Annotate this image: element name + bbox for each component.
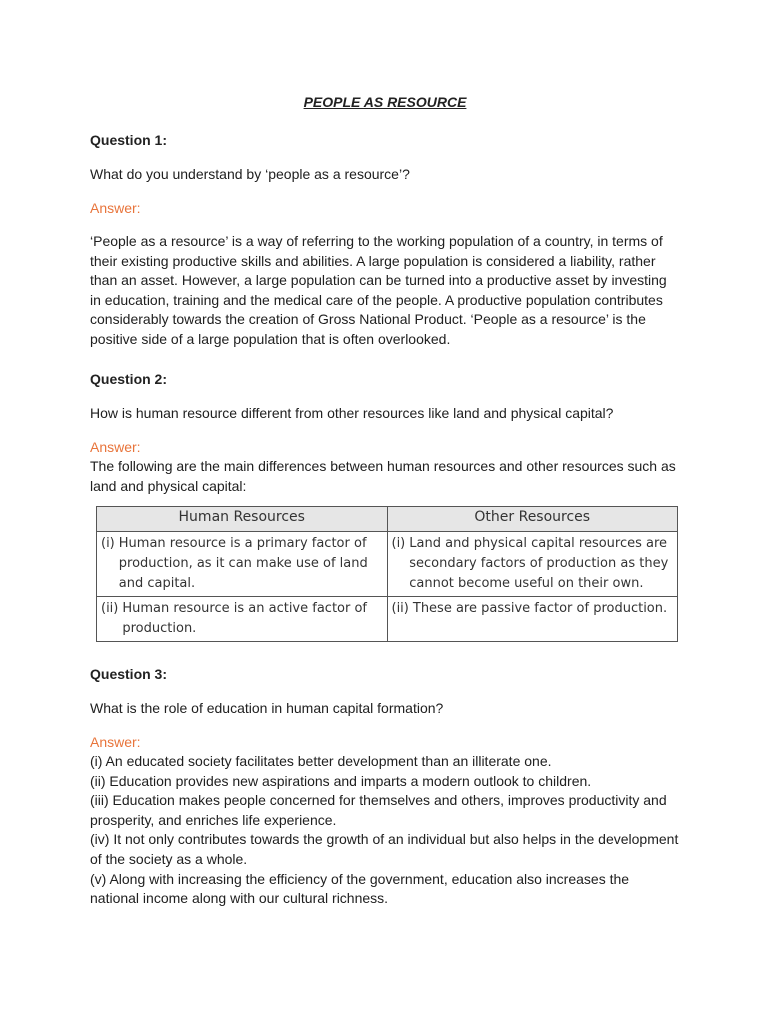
list-item: (i) An educated society facilitates better development than an illiterate one.: [90, 753, 552, 769]
page-title: PEOPLE AS RESOURCE: [303, 94, 467, 110]
question-1-text: What do you understand by ‘people as a resource’?: [90, 166, 410, 182]
table-cell: [97, 597, 388, 642]
answer-3-list: [90, 752, 680, 909]
question-3-heading: Question 3:: [90, 666, 168, 682]
row-number: (ii): [391, 601, 409, 616]
list-item: (v) Along with increasing the efficiency of the government, education also increases the national income along with our cultural richness.: [90, 870, 630, 907]
question-3-text: What is the role of education in human capital formation?: [90, 700, 444, 716]
row-number: (i): [101, 536, 115, 551]
comparison-table: [96, 506, 678, 642]
question-2-heading: Question 2:: [90, 371, 168, 387]
answer-3-label: Answer:: [90, 734, 141, 750]
row-number: (i): [391, 536, 406, 551]
cell-text: Land and physical capital resources are secondary factors of production as they cannot become useful on their own.: [409, 536, 669, 591]
table-cell: [97, 532, 388, 597]
list-item: (iv) It not only contributes towards the growth of an individual but also helps in the development of the society as a whole.: [90, 831, 679, 867]
answer-1-label: Answer:: [90, 200, 141, 216]
table-header-other: Other Resources: [387, 507, 678, 532]
cell-text: Human resource is a primary factor of production, as it can make use of land and capital.: [118, 536, 368, 591]
answer-1-text: ‘People as a resource’ is a way of referring to the working population of a country, in terms of their existing productive skills and abilities. A large population is considered a liability, rather than an asset. However, a large population can be turned into a productive asset by investing in education, training and the medical care of the people. A productive population contributes considerably towards the creation of Gross National Product. ‘People as a resource’ is the positive side of a large population that is often overlooked.: [90, 233, 667, 347]
row-number: (ii): [101, 601, 119, 616]
question-2-text: How is human resource different from other resources like land and physical capital?: [90, 405, 614, 421]
table-header-human: Human Resources: [97, 507, 388, 532]
table-cell: [387, 532, 678, 597]
answer-2-label: Answer:: [90, 439, 141, 455]
table-header-row: [97, 507, 678, 532]
table-row: [97, 532, 678, 597]
list-item: (ii) Education provides new aspirations and imparts a modern outlook to children.: [90, 772, 592, 789]
question-1-heading: Question 1:: [90, 132, 168, 148]
cell-text: These are passive factor of production.: [412, 601, 668, 616]
table-cell: [387, 597, 678, 642]
document-page: [90, 92, 680, 909]
table-row: [97, 597, 678, 642]
comparison-table-wrapper: [96, 506, 678, 642]
cell-text: Human resource is an active factor of production.: [122, 601, 368, 636]
answer-2-intro: The following are the main differences between human resources and other resources such as land and physical capital:: [90, 458, 676, 494]
list-item: (iii) Education makes people concerned for themselves and others, improves productivity and prosperity, and enriches life experience.: [90, 792, 667, 828]
